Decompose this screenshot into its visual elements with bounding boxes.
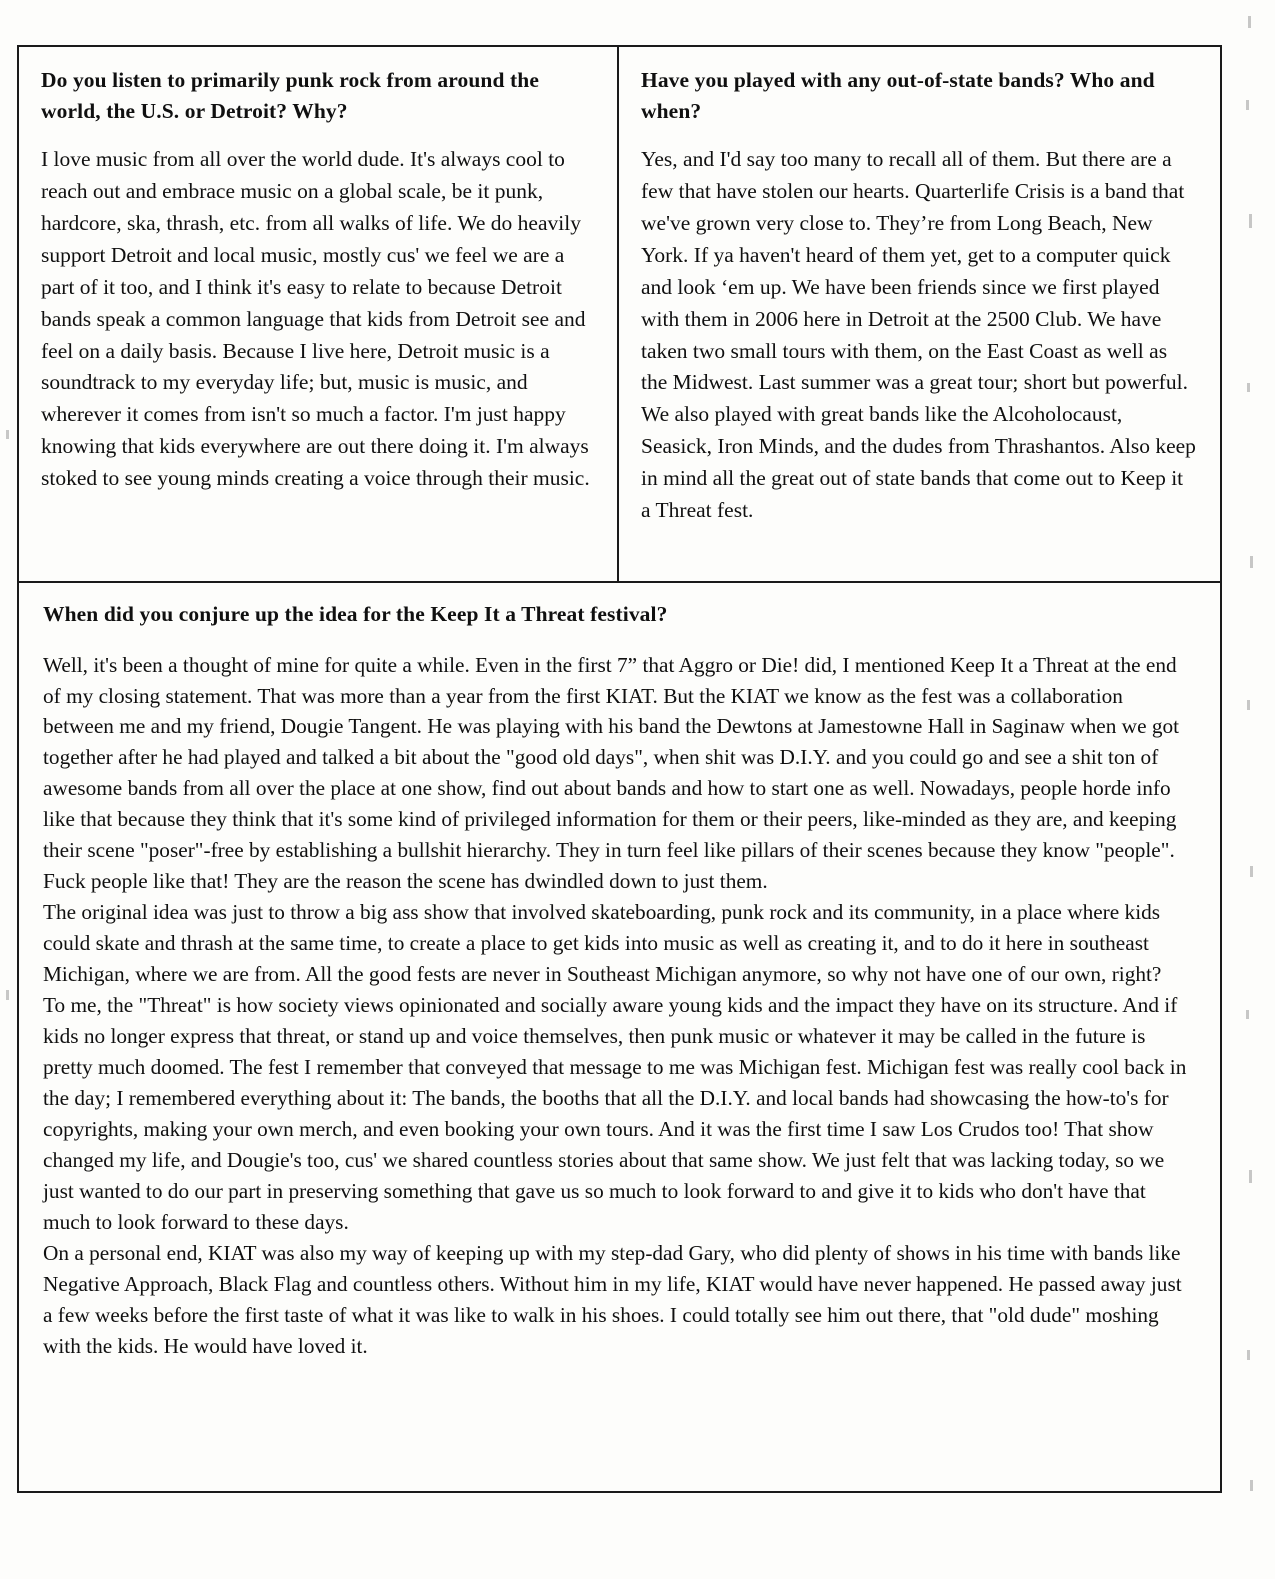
question-left: Do you listen to primarily punk rock from around the world, the U.S. or Detroit? Why? xyxy=(41,68,539,123)
scan-speck xyxy=(1250,1480,1253,1491)
bottom-section xyxy=(19,583,1220,1362)
column-right xyxy=(619,47,1220,581)
scan-speck xyxy=(1247,383,1250,392)
answer-bottom-paragraph-1: Well, it's been a thought of mine for quite a while. Even in the first 7” that Aggro or Die! did, I mentioned Keep It a Threat at the end of my closing statement. That was more than a year from the first KIAT. But the KIAT we know as the fest was a collaboration between me and my friend, Dougie Tangent. He was playing with his band the Dewtons at Jamestowne Hall in Saginaw when we got together after he had played and talked a bit about the "good old days", when shit was D.I.Y. and you could go and see a shit ton of awesome bands from all over the place at one show, find out about bands and how to start one as well. Nowadays, people horde info like that because they think that it's some kind of privileged information for them or their peers, like-minded as they are, and keeping their scene "poser"-free by establishing a bullshit hierarchy. They in turn feel like pillars of their scenes because they know "people". Fuck people like that! They are the reason the scene has dwindled down to just them. xyxy=(43,652,1180,894)
interview-frame xyxy=(17,45,1222,1493)
question-bottom: When did you conjure up the idea for the Keep It a Threat festival? xyxy=(43,602,668,626)
scan-speck xyxy=(1250,866,1253,877)
question-right: Have you played with any out-of-state bands? Who and when? xyxy=(641,68,1155,123)
column-left xyxy=(19,47,619,581)
answer-bottom-paragraph-2: The original idea was just to throw a big ass show that involved skateboarding, punk rock and its community, in a place where kids could skate and thrash at the same time, to create a place to get kids into music as well as creating it, and to do it here in southeast Michigan, where we are from. All the good fests are never in Southeast Michigan anymore, so why not have one of our own, right? xyxy=(43,900,1162,987)
scan-speck xyxy=(1247,1350,1250,1360)
answer-right: Yes, and I'd say too many to recall all of them. But there are a few that have stolen our hearts. Quarterlife Crisis is a band that we've grown very close to. They’re from Long Beach, New York. If ya haven't heard of them yet, get to a computer quick and look ‘em up. We have been friends since we first played with them in 2006 here in Detroit at the 2500 Club. We have taken two small tours with them, on the East Coast as well as the Midwest. Last summer was a great tour; short but powerful. We also played with great bands like the Alcoholocaust, Seasick, Iron Minds, and the dudes from Thrashantos. Also keep in mind all the great out of state bands that come out to Keep it a Threat fest. xyxy=(641,147,1196,523)
answer-bottom-paragraph-3: To me, the "Threat" is how society views opinionated and socially aware young kids and the impact they have on its structure. And if kids no longer express that threat, or stand up and voice themselves, then punk music or whatever it may be called in the future is pretty much doomed. The fest I remember that conveyed that message to me was Michigan fest. Michigan fest was really cool back in the day; I remembered everything about it: The bands, the booths that all the D.I.Y. and local bands had showcasing the how-to's for copyrights, making your own merch, and even booking your own tours. And it was the first time I saw Los Crudos too! That show changed my life, and Dougie's too, cus' we shared countless stories about that same show. We just felt that was lacking today, so we just wanted to do our part in preserving something that gave us so much to look forward to and give it to kids who don't have that much to look forward to these days. xyxy=(43,993,1187,1235)
scan-speck xyxy=(6,430,9,439)
scan-speck xyxy=(1247,700,1250,710)
scan-speck xyxy=(1246,100,1249,110)
scan-speck xyxy=(1248,16,1251,28)
scan-speck xyxy=(6,990,9,1000)
scan-speck xyxy=(1249,214,1252,228)
scan-speck xyxy=(1246,1010,1249,1019)
scan-speck xyxy=(1250,556,1253,568)
scan-speck xyxy=(1249,1170,1252,1183)
answer-left: I love music from all over the world dude. It's always cool to reach out and embrace music on a global scale, be it punk, hardcore, ska, thrash, etc. from all walks of life. We do heavily support Detroit and local music, mostly cus' we feel we are a part of it too, and I think it's easy to relate to because Detroit bands speak a common language that kids from Detroit see and feel on a daily basis. Because I live here, Detroit music is a soundtrack to my everyday life; but, music is music, and wherever it comes from isn't so much a factor. I'm just happy knowing that kids everywhere are out there doing it. I'm always stoked to see young minds creating a voice through their music. xyxy=(41,147,590,491)
top-two-column-row xyxy=(19,47,1220,581)
answer-bottom-paragraph-4: On a personal end, KIAT was also my way of keeping up with my step-dad Gary, who did plenty of shows in his time with bands like Negative Approach, Black Flag and countless others. Without him in my life, KIAT would have never happened. He passed away just a few weeks before the first taste of what it was like to walk in his shoes. I could totally see him out there, that "old dude" moshing with the kids. He would have loved it. xyxy=(43,1241,1182,1359)
